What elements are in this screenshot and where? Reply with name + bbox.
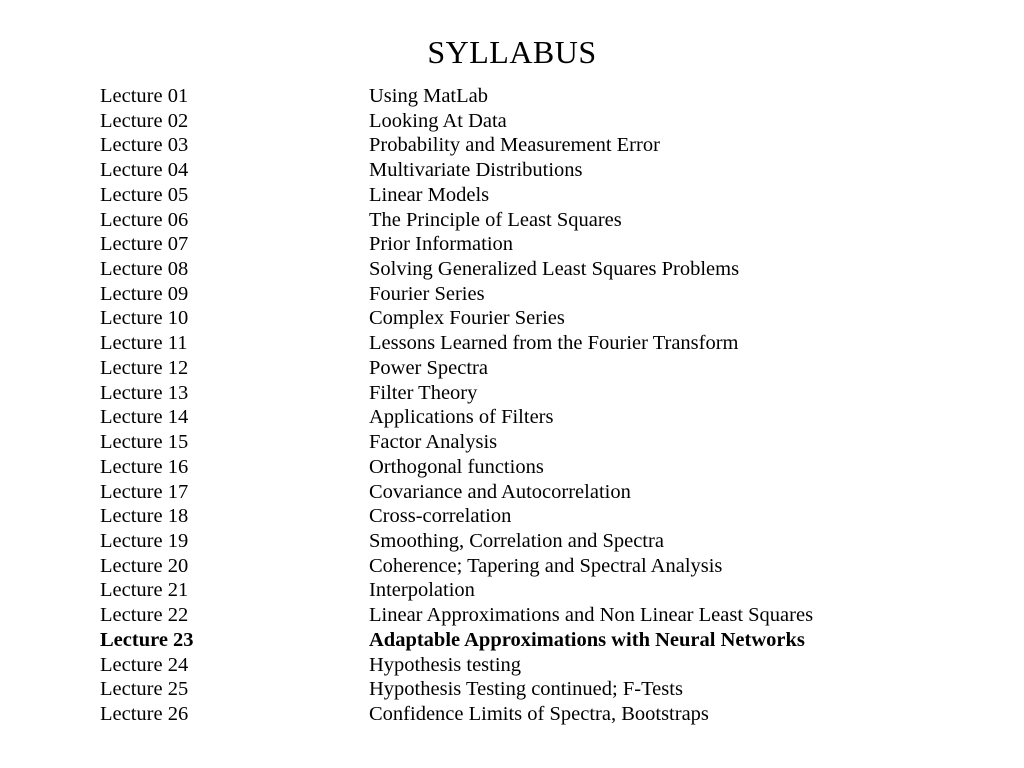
lecture-number: Lecture 26 [100, 702, 189, 725]
lecture-row [100, 257, 980, 282]
lecture-number: Lecture 03 [100, 134, 189, 157]
lecture-topic: Adaptable Approximations with Neural Networks [369, 628, 805, 651]
syllabus-table [100, 84, 980, 727]
lecture-row [100, 183, 980, 208]
lecture-topic: Looking At Data [369, 109, 507, 132]
lecture-number: Lecture 02 [100, 109, 189, 132]
lecture-topic: The Principle of Least Squares [369, 208, 622, 231]
lecture-number: Lecture 16 [100, 455, 189, 478]
lecture-topic: Confidence Limits of Spectra, Bootstraps [369, 702, 709, 725]
lecture-number: Lecture 24 [100, 653, 189, 676]
lecture-number: Lecture 10 [100, 307, 189, 330]
lecture-topic: Orthogonal functions [369, 455, 544, 478]
lecture-topic: Power Spectra [369, 356, 488, 379]
lecture-number: Lecture 07 [100, 233, 189, 256]
lecture-number: Lecture 18 [100, 505, 189, 528]
lecture-row [100, 109, 980, 134]
lecture-topic: Hypothesis Testing continued; F-Tests [369, 678, 683, 701]
lecture-row [100, 381, 980, 406]
lecture-row [100, 430, 980, 455]
lecture-topic: Smoothing, Correlation and Spectra [369, 529, 664, 552]
lecture-row [100, 158, 980, 183]
lecture-topic: Coherence; Tapering and Spectral Analysis [369, 554, 723, 577]
lecture-row [100, 554, 980, 579]
lecture-row [100, 578, 980, 603]
lecture-topic: Applications of Filters [369, 406, 554, 429]
lecture-number: Lecture 01 [100, 85, 189, 107]
lecture-topic: Covariance and Autocorrelation [369, 480, 631, 503]
lecture-number: Lecture 21 [100, 579, 189, 602]
lecture-row [100, 306, 980, 331]
lecture-number: Lecture 17 [100, 480, 189, 503]
lecture-row [100, 702, 980, 727]
lecture-topic: Interpolation [369, 579, 475, 602]
lecture-row [100, 405, 980, 430]
lecture-topic: Multivariate Distributions [369, 159, 583, 182]
lecture-row [100, 331, 980, 356]
lecture-topic: Fourier Series [369, 282, 485, 305]
lecture-row [100, 282, 980, 307]
lecture-number: Lecture 19 [100, 529, 189, 552]
lecture-row [100, 653, 980, 678]
lecture-number: Lecture 04 [100, 159, 189, 182]
lecture-number: Lecture 25 [100, 678, 189, 701]
lecture-number: Lecture 09 [100, 282, 189, 305]
lecture-number: Lecture 23 [100, 628, 194, 651]
lecture-row [100, 480, 980, 505]
lecture-topic: Factor Analysis [369, 431, 498, 454]
lecture-number: Lecture 15 [100, 431, 189, 454]
lecture-row [100, 84, 980, 109]
lecture-row [100, 455, 980, 480]
lecture-row [100, 677, 980, 702]
lecture-topic: Complex Fourier Series [369, 307, 565, 330]
lecture-topic: Linear Approximations and Non Linear Least Squares [369, 604, 814, 627]
lecture-topic: Hypothesis testing [369, 653, 522, 676]
lecture-number: Lecture 12 [100, 356, 189, 379]
lecture-topic: Prior Information [369, 233, 514, 256]
lecture-topic: Probability and Measurement Error [369, 134, 660, 157]
lecture-topic: Solving Generalized Least Squares Problems [369, 258, 740, 281]
lecture-row [100, 208, 980, 233]
lecture-row [100, 232, 980, 257]
lecture-number: Lecture 22 [100, 604, 189, 627]
lecture-number: Lecture 20 [100, 554, 189, 577]
lecture-row [100, 628, 980, 653]
lecture-row [100, 529, 980, 554]
lecture-topic: Lessons Learned from the Fourier Transform [369, 332, 739, 355]
lecture-number: Lecture 05 [100, 183, 189, 206]
lecture-row [100, 603, 980, 628]
lecture-number: Lecture 08 [100, 258, 189, 281]
lecture-topic: Filter Theory [369, 381, 478, 404]
lecture-row [100, 356, 980, 381]
page-title: SYLLABUS [427, 34, 597, 70]
lecture-topic: Linear Models [369, 183, 490, 206]
lecture-row [100, 133, 980, 158]
lecture-number: Lecture 11 [100, 332, 188, 355]
lecture-number: Lecture 14 [100, 406, 189, 429]
lecture-row [100, 504, 980, 529]
lecture-topic: Using MatLab [369, 85, 488, 107]
lecture-number: Lecture 06 [100, 208, 189, 231]
lecture-number: Lecture 13 [100, 381, 189, 404]
lecture-topic: Cross-correlation [369, 505, 512, 528]
